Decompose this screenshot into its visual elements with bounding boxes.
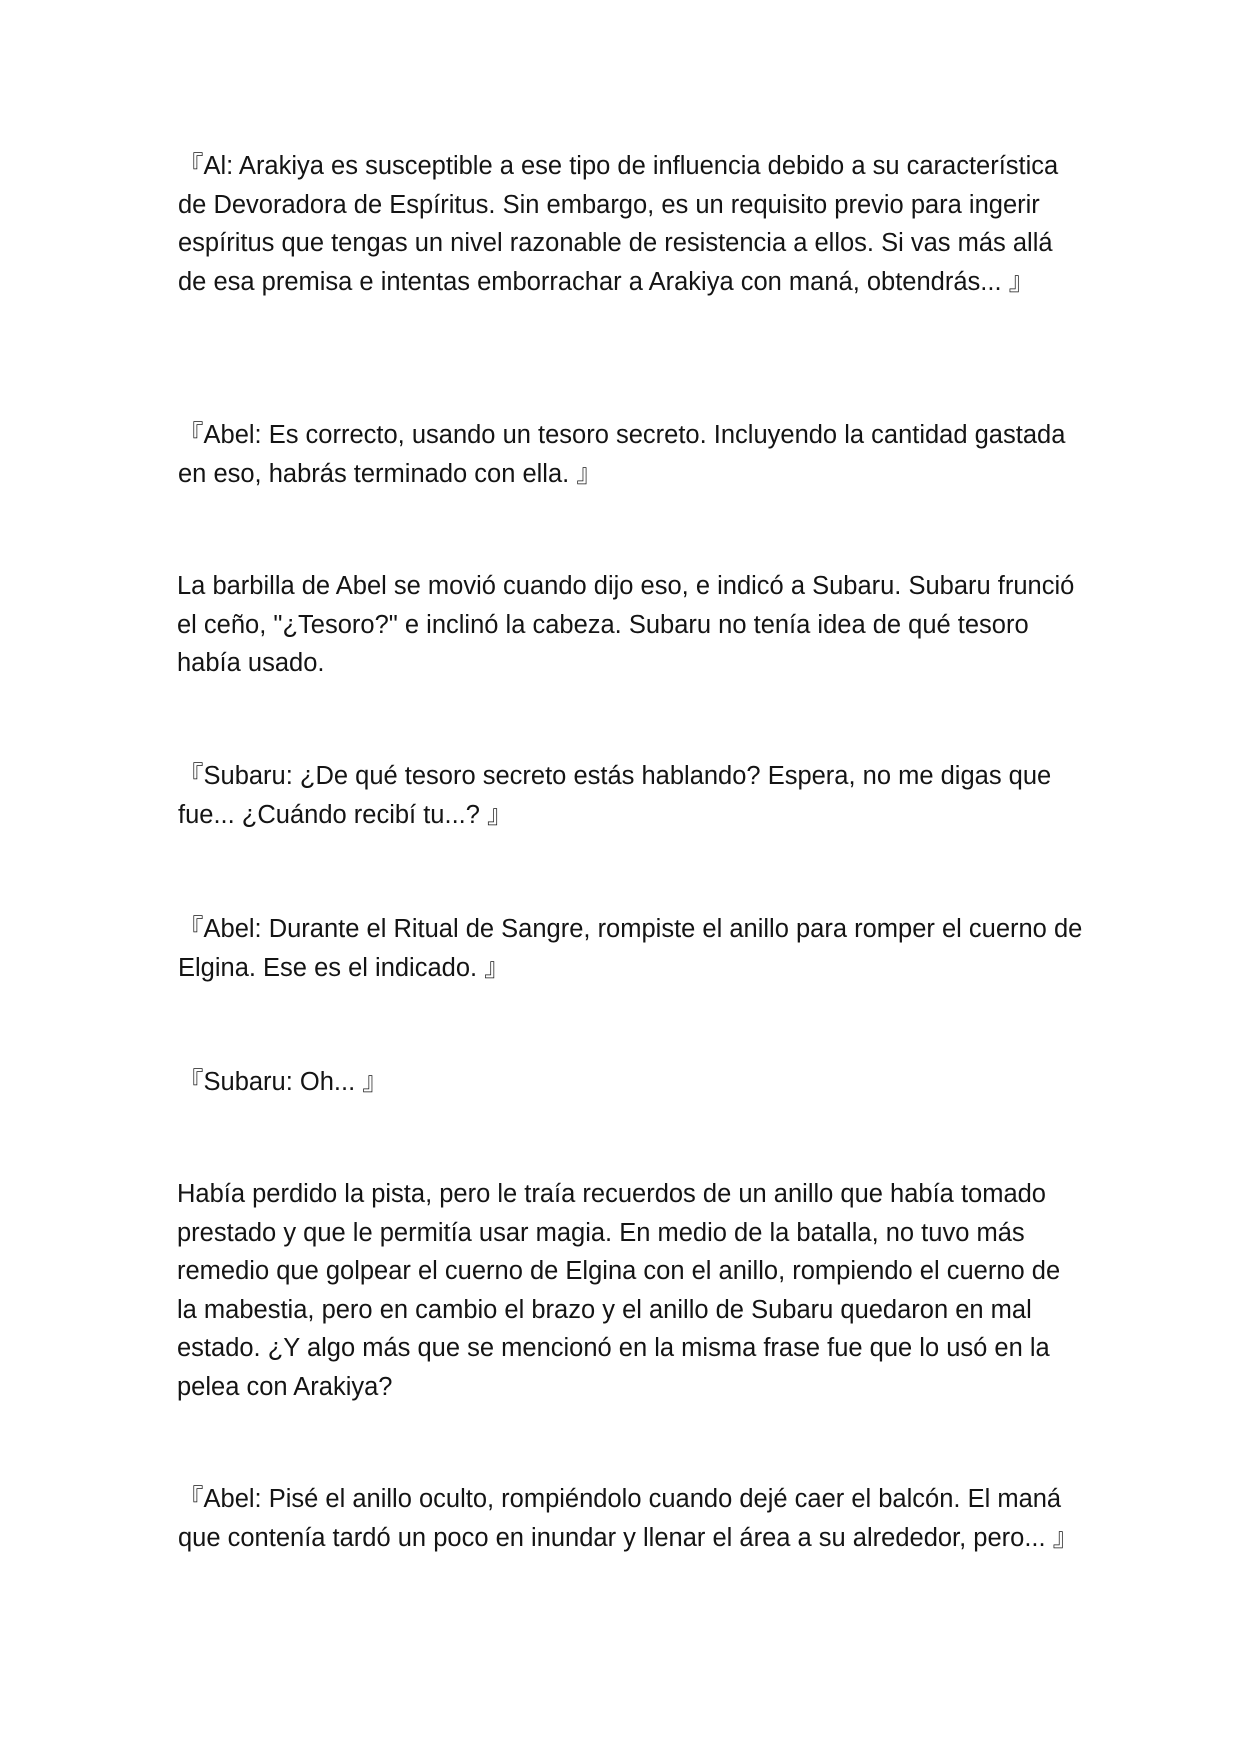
dialogue-paragraph-subaru: 『Subaru: Oh... 』 [178, 1068, 388, 1096]
dialogue-paragraph-abel: 『Abel: Pisé el anillo oculto, rompiéndolo cuando dejé caer el balcón. El maná que contenía tardó un poco en inundar y llenar el área a su alrededor, pero... 』 [178, 1485, 1079, 1552]
narration-paragraph: Había perdido la pista, pero le traía recuerdos de un anillo que había tomado prestado y que le permitía usar magia. En medio de la batalla, no tuvo más remedio que golpear el cuerno de Elgina con el anillo, rompiendo el cuerno de la mabestia, pero en cambio el brazo y el anillo de Subaru quedaron en mal estado. ¿Y algo más que se mencionó en la misma frase fue que lo usó en la pelea con Arakiya? [177, 1180, 1061, 1401]
dialogue-paragraph-abel: 『Abel: Durante el Ritual de Sangre, rompiste el anillo para romper el cuerno de Elgina. Ese es el indicado. 』 [178, 915, 1083, 982]
dialogue-paragraph-al: 『Al: Arakiya es susceptible a ese tipo de influencia debido a su característica de Devoradora de Espíritus. Sin embargo, es un requisito previo para ingerir espíritus que tengas un nivel razonable de resistencia a ellos. Si vas más allá de esa premisa e intentas emborrachar a Arakiya con maná, obtendrás... 』 [178, 152, 1059, 296]
narration-paragraph: La barbilla de Abel se movió cuando dijo eso, e indicó a Subaru. Subaru frunció el ceño, "¿Tesoro?" e inclinó la cabeza. Subaru no tenía idea de qué tesoro había usado. [177, 572, 1075, 677]
dialogue-paragraph-abel: 『Abel: Es correcto, usando un tesoro secreto. Incluyendo la cantidad gastada en eso, habrás terminado con ella. 』 [178, 421, 1066, 488]
dialogue-paragraph-subaru: 『Subaru: ¿De qué tesoro secreto estás hablando? Espera, no me digas que fue... ¿Cuándo recibí tu...? 』 [178, 762, 1052, 829]
